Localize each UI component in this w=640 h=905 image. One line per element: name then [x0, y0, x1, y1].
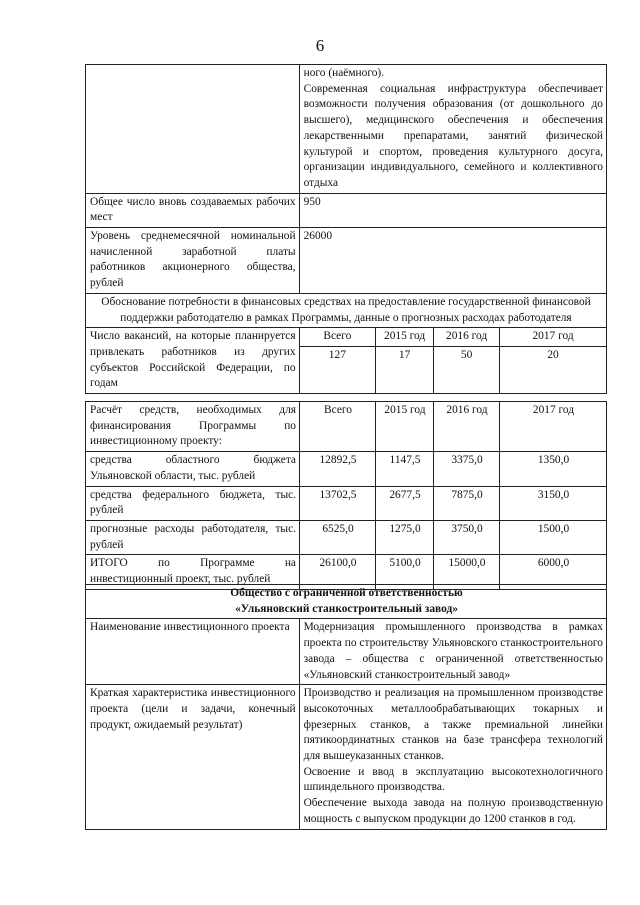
funds-row-employer — [86, 520, 607, 554]
vacancies-header-2016: 2016 год — [434, 328, 500, 346]
funds-employer-2017: 1500,0 — [500, 520, 607, 554]
vacancies-value-total: 127 — [300, 346, 376, 393]
vacancies-grid — [300, 328, 606, 393]
funds-total-label: ИТОГО по Программе на инвестиционный проект, тыс. рублей — [86, 555, 300, 589]
company-title-row — [86, 585, 607, 619]
funds-header-2015: 2015 год — [376, 402, 434, 452]
funds-regional-total: 12892,5 — [300, 452, 376, 486]
funds-employer-2016: 3750,0 — [434, 520, 500, 554]
funds-total-2017: 6000,0 — [500, 555, 607, 589]
continuation-value-cell — [299, 65, 606, 194]
company-title-cell — [86, 585, 607, 619]
salary-value: 26000 — [299, 228, 606, 294]
project-name-row — [86, 619, 607, 685]
vacancies-header-row — [300, 328, 606, 346]
funds-row-regional — [86, 452, 607, 486]
funds-header-total: Всего — [300, 402, 376, 452]
company-title-line2: «Ульяновский станкостроительный завод» — [235, 602, 458, 615]
vacancies-grid-cell — [299, 328, 606, 394]
funds-row-federal — [86, 486, 607, 520]
vacancies-header-2017: 2017 год — [500, 328, 606, 346]
justification-heading: Обоснование потребности в финансовых средствах на предоставление государственной финансовой поддержки работодателю в рамках Программы, данные о прогнозных расходах работодателя — [86, 293, 607, 327]
vacancies-row — [86, 328, 607, 394]
continuation-row — [86, 65, 607, 194]
funds-table — [85, 401, 607, 590]
vacancies-value-2016: 50 — [434, 346, 500, 393]
jobs-row — [86, 193, 607, 227]
vacancies-value-2015: 17 — [376, 346, 434, 393]
salary-label: Уровень среднемесячной номинальной начисленной заработной платы работников акционерного общества, рублей — [86, 228, 300, 294]
funds-employer-total: 6525,0 — [300, 520, 376, 554]
project-name-value: Модернизация промышленного производства в рамках проекта по строительству Ульяновского станкостроительного завода – общества с ограниченной ответственностью «Ульяновский станкостроительный завод» — [299, 619, 606, 685]
justification-row — [86, 293, 607, 327]
funds-federal-2016: 7875,0 — [434, 486, 500, 520]
continuation-label-cell — [86, 65, 300, 194]
funds-federal-2017: 3150,0 — [500, 486, 607, 520]
page-number: 6 — [315, 36, 325, 55]
project-summary-value — [299, 685, 606, 829]
continuation-text-2: Современная социальная инфраструктура обеспечивает возможности получения образования (от дошкольного до высшего), медицинского обеспечения и обеспечения лекарственными препаратами, занятий физической культурой и спортом, проведения культурного досуга, организации индивидуального, семейного и коллективного отдыха — [303, 82, 603, 189]
funds-total-total: 26100,0 — [300, 555, 376, 589]
funds-employer-2015: 1275,0 — [376, 520, 434, 554]
vacancies-value-2017: 20 — [500, 346, 606, 393]
project-name-label: Наименование инвестиционного проекта — [86, 619, 300, 685]
jobs-value: 950 — [299, 193, 606, 227]
upper-table — [85, 64, 607, 394]
funds-total-2015: 5100,0 — [376, 555, 434, 589]
continuation-text-1: ного (наёмного). — [303, 67, 385, 79]
funds-federal-total: 13702,5 — [300, 486, 376, 520]
funds-regional-label: средства областного бюджета Ульяновской области, тыс. рублей — [86, 452, 300, 486]
funds-employer-label: прогнозные расходы работодателя, тыс. рублей — [86, 520, 300, 554]
jobs-label: Общее число вновь создаваемых рабочих мест — [86, 193, 300, 227]
vacancies-label: Число вакансий, на которые планируется привлекать работников из других субъектов Российской Федерации, по годам — [86, 328, 300, 394]
funds-regional-2016: 3375,0 — [434, 452, 500, 486]
funds-header-row — [86, 402, 607, 452]
vacancies-header-2015: 2015 год — [376, 328, 434, 346]
summary-paragraph-3: Обеспечение выхода завода на полную производственную мощность с выпуском продукции до 1200 станков в год. — [303, 797, 603, 825]
vacancies-values-row — [300, 346, 606, 393]
funds-header-2016: 2016 год — [434, 402, 500, 452]
company-title-line1: Общество с ограниченной ответственностью — [230, 587, 463, 599]
funds-header-2017: 2017 год — [500, 402, 607, 452]
project-summary-label: Краткая характеристика инвестиционного проекта (цели и задачи, конечный продукт, ожидаемый результат) — [86, 685, 300, 829]
company-table — [85, 584, 607, 830]
summary-paragraph-1: Производство и реализация на промышленном производстве высокоточных металлообрабатывающих токарных и фрезерных станков, а также премиальной линейки пятикоординатных станков на базе трансфера технологий для вышеуказанных станков. — [303, 687, 603, 763]
salary-row — [86, 228, 607, 294]
summary-paragraph-2: Освоение и ввод в эксплуатацию высокотехнологичного шпиндельного производства. — [303, 765, 603, 794]
funds-regional-2017: 1350,0 — [500, 452, 607, 486]
project-summary-row — [86, 685, 607, 829]
funds-header-label: Расчёт средств, необходимых для финансирования Программы по инвестиционному проекту: — [86, 402, 300, 452]
funds-total-2016: 15000,0 — [434, 555, 500, 589]
funds-regional-2015: 1147,5 — [376, 452, 434, 486]
vacancies-header-total: Всего — [300, 328, 376, 346]
funds-federal-2015: 2677,5 — [376, 486, 434, 520]
funds-federal-label: средства федерального бюджета, тыс. рублей — [86, 486, 300, 520]
